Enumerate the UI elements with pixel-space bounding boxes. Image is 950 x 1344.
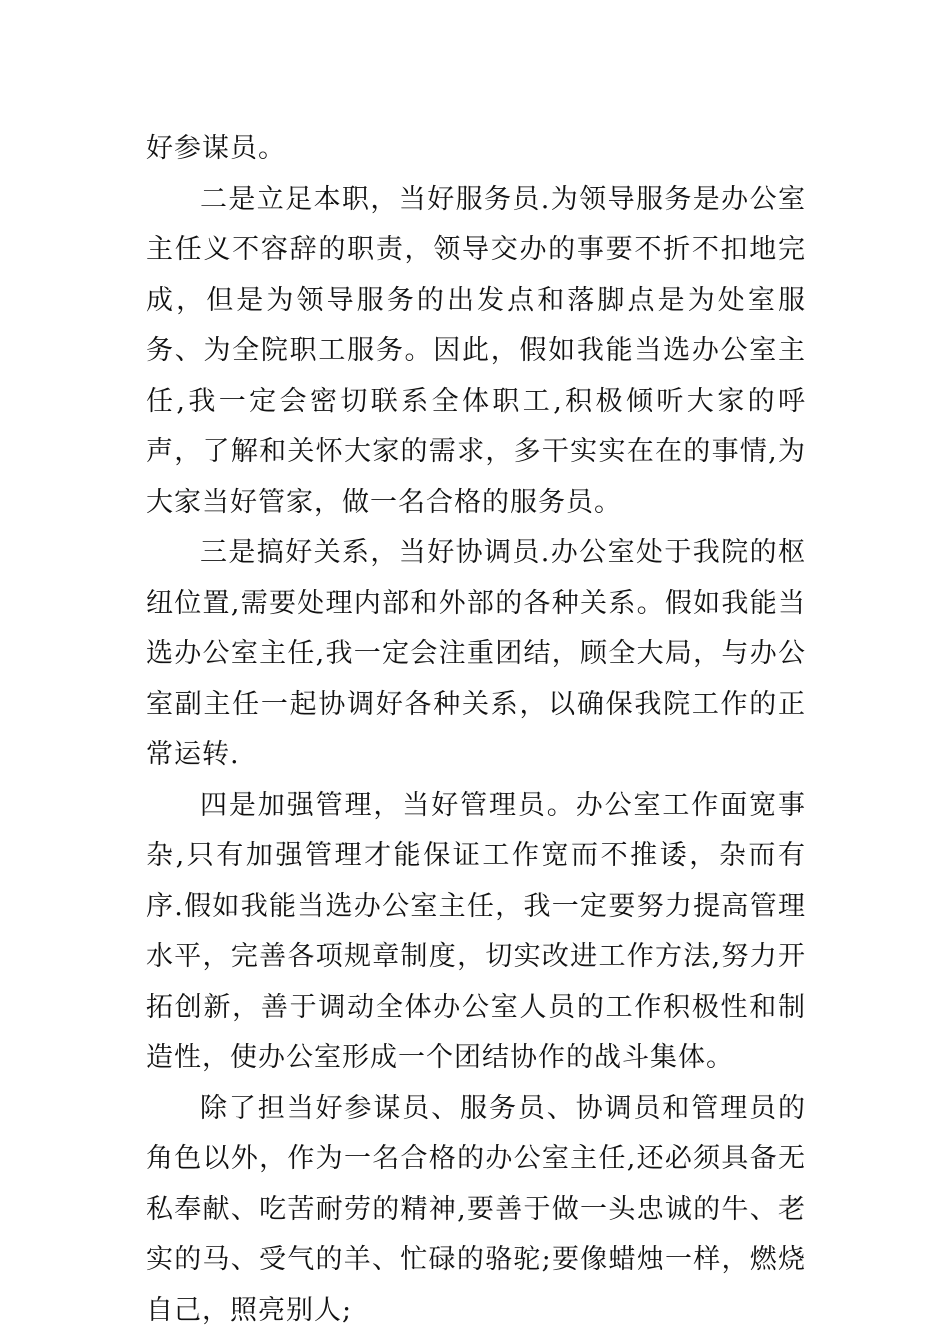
document-body <box>146 124 806 1336</box>
paragraph-dedication: 除了担当好参谋员、服务员、协调员和管理员的角色以外，作为一名合格的办公室主任,还必须具备无私奉献、吃苦耐劳的精神,要善于做一头忠诚的牛、老实的马、受气的羊、忙碌的骆驼;要像蜡烛一样，燃烧自己，照亮别人; <box>146 1092 806 1326</box>
paragraph-coordination: 三是搞好关系，当好协调员.办公室处于我院的枢纽位置,需要处理内部和外部的各种关系。假如我能当选办公室主任,我一定会注重团结，顾全大局，与办公室副主任一起协调好各种关系，以确保我院工作的正常运转. <box>146 537 806 770</box>
paragraph-management: 四是加强管理，当好管理员。办公室工作面宽事杂,只有加强管理才能保证工作宽而不推诿，杂而有序.假如我能当选办公室主任，我一定要努力提高管理水平，完善各项规章制度，切实改进工作方法,努力开拓创新，善于调动全体办公室人员的工作积极性和制造性，使办公室形成一个团结协作的战斗集体。 <box>146 789 806 1073</box>
paragraph-service: 二是立足本职，当好服务员.为领导服务是办公室主任义不容辞的职责，领导交办的事要不折不扣地完成，但是为领导服务的出发点和落脚点是为处室服务、为全院职工服务。因此，假如我能当选办公室主任,我一定会密切联系全体职工,积极倾听大家的呼声，了解和关怀大家的需求，多干实实在在的事情,为大家当好管家，做一名合格的服务员。 <box>146 183 806 518</box>
paragraph-continuation: 好参谋员。 <box>146 133 286 164</box>
